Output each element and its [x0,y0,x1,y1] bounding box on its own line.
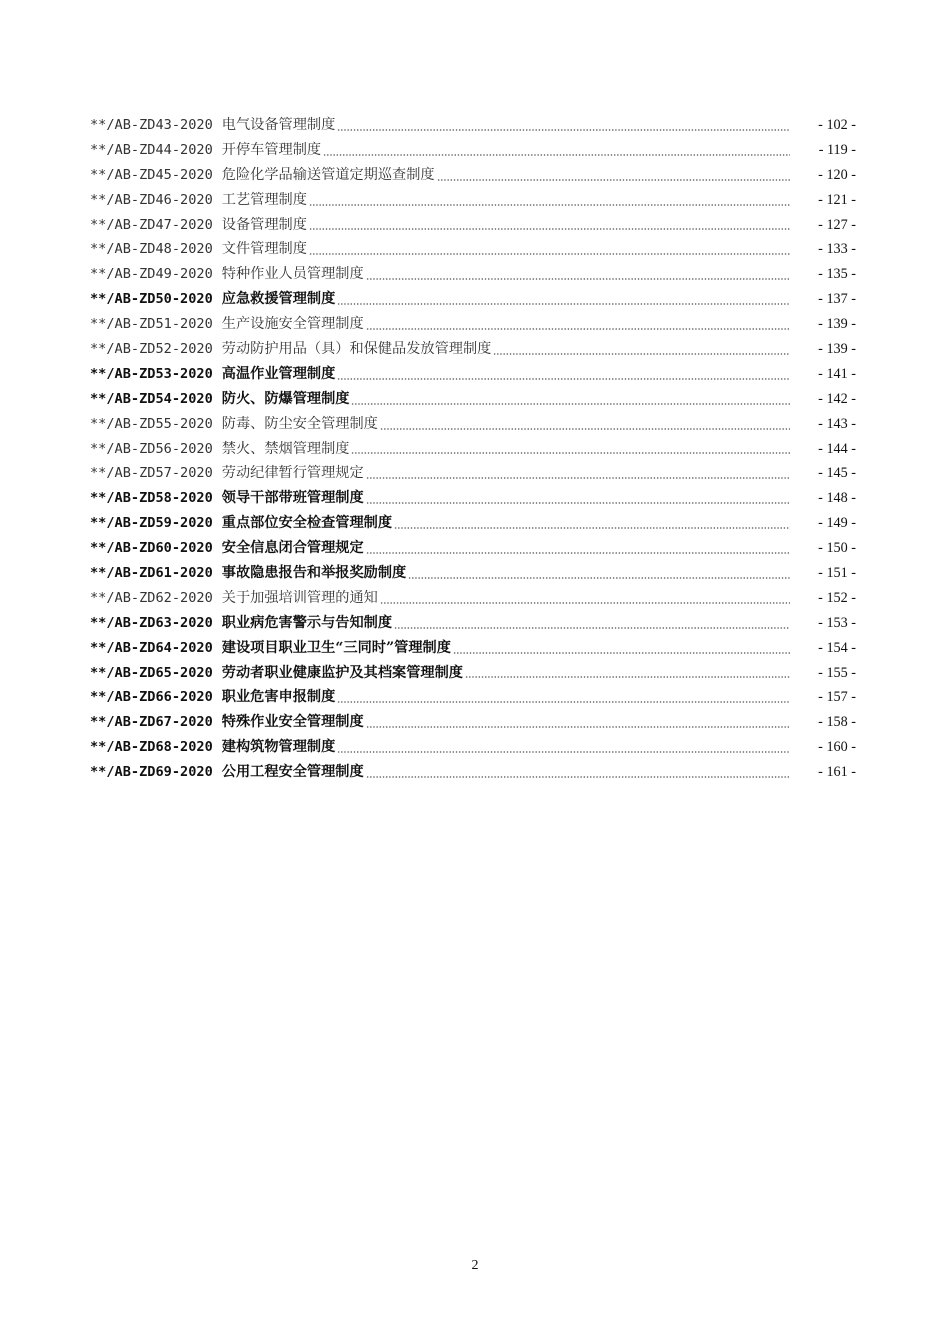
toc-entry-title: 公用工程安全管理制度 [221,764,364,781]
toc-entry[interactable] [90,536,856,561]
dot-leader [337,701,790,703]
toc-entry-title: 生产设施安全管理制度 [221,316,364,333]
toc-entry-title: 禁火、禁烟管理制度 [221,440,350,457]
toc-entry-page: - 139 - [818,316,856,333]
dot-leader [394,527,790,529]
toc-entry-title: 建构筑物管理制度 [221,739,336,756]
toc-entry[interactable] [90,287,856,312]
dot-leader [465,676,790,678]
toc-entry[interactable] [90,337,856,362]
toc-entry[interactable] [90,262,856,287]
toc-entry-code: **/AB-ZD47-2020 [90,216,213,233]
toc-entry-page: - 141 - [818,365,856,382]
toc-entry-title: 特殊作业安全管理制度 [221,714,364,731]
toc-entry-code: **/AB-ZD50-2020 [90,291,213,308]
toc-entry-page: - 102 - [818,117,856,133]
page-number: 2 [471,1258,479,1273]
dot-leader [309,253,790,255]
toc-entry[interactable] [90,561,856,586]
toc-entry-page: - 145 - [818,465,856,482]
toc-entry-title: 关于加强培训管理的通知 [221,589,378,606]
toc-entry-page: - 137 - [818,291,856,308]
toc-entry-code: **/AB-ZD64-2020 [90,639,213,656]
toc-entry[interactable] [90,636,856,661]
toc-entry[interactable] [90,710,856,735]
toc-entry-code: **/AB-ZD65-2020 [90,664,213,681]
toc-entry-page: - 120 - [818,166,856,183]
toc-entry[interactable] [90,661,856,686]
toc-entry-code: **/AB-ZD48-2020 [90,241,213,258]
toc-entry-title: 特种作业人员管理制度 [221,266,364,283]
dot-leader [337,751,790,753]
toc-entry-code: **/AB-ZD61-2020 [90,565,213,582]
dot-leader [337,378,790,380]
toc-entry-title: 电气设备管理制度 [221,117,336,133]
toc-entry-title: 劳动纪律暂行管理规定 [221,465,364,482]
toc-entry-code: **/AB-ZD57-2020 [90,465,213,482]
toc-entry-code: **/AB-ZD60-2020 [90,540,213,557]
toc-entry-page: - 149 - [818,515,856,532]
dot-leader [351,403,790,405]
toc-entry-page: - 148 - [818,490,856,507]
toc-entry-page: - 135 - [818,266,856,283]
toc-entry-title: 劳动防护用品（具）和保健品发放管理制度 [221,341,492,358]
toc-entry-page: - 160 - [818,739,856,756]
toc-entry-page: - 158 - [818,714,856,731]
toc-entry[interactable] [90,213,856,238]
dot-leader [366,502,790,504]
dot-leader [366,776,790,778]
toc-entry[interactable] [90,362,856,387]
toc-entry[interactable] [90,611,856,636]
toc-entry-title: 设备管理制度 [221,216,307,233]
toc-entry-title: 防火、防爆管理制度 [221,390,350,407]
toc-entry-page: - 152 - [818,589,856,606]
toc-entry-code: **/AB-ZD63-2020 [90,614,213,631]
toc-entry-title: 防毒、防尘安全管理制度 [221,415,378,432]
toc-entry-page: - 139 - [818,341,856,358]
toc-entry-page: - 150 - [818,540,856,557]
toc-entry[interactable] [90,138,856,163]
dot-leader [309,228,790,230]
toc-entry[interactable] [90,412,856,437]
dot-leader [394,627,790,629]
toc-entry-page: - 157 - [818,689,856,706]
toc-entry-code: **/AB-ZD59-2020 [90,515,213,532]
toc-entry[interactable] [90,387,856,412]
toc-entry-title: 职业病危害警示与告知制度 [221,614,393,631]
toc-entry[interactable] [90,486,856,511]
toc-entry-title: 开停车管理制度 [221,141,322,158]
toc-entry-code: **/AB-ZD43-2020 [90,117,213,133]
toc-entry-page: - 143 - [818,415,856,432]
toc-entry-title: 文件管理制度 [221,241,307,258]
toc-entry-code: **/AB-ZD68-2020 [90,739,213,756]
toc-entry-page: - 127 - [818,216,856,233]
dot-leader [366,552,790,554]
toc-entry-title: 建设项目职业卫生“三同时”管理制度 [221,639,451,656]
table-of-contents [90,113,856,785]
toc-entry-title: 重点部位安全检查管理制度 [221,515,393,532]
toc-entry-code: **/AB-ZD44-2020 [90,141,213,158]
toc-entry-code: **/AB-ZD52-2020 [90,341,213,358]
toc-entry[interactable] [90,113,856,138]
dot-leader [309,204,790,206]
toc-entry[interactable] [90,163,856,188]
toc-entry-page: - 144 - [818,440,856,457]
toc-entry-title: 事故隐患报告和举报奖励制度 [221,565,407,582]
dot-leader [380,428,790,430]
dot-leader [366,328,790,330]
toc-entry[interactable] [90,188,856,213]
toc-entry[interactable] [90,511,856,536]
dot-leader [337,303,790,305]
dot-leader [493,353,790,355]
toc-entry-code: **/AB-ZD56-2020 [90,440,213,457]
toc-entry-page: - 151 - [818,565,856,582]
toc-entry-page: - 133 - [818,241,856,258]
dot-leader [366,278,790,280]
toc-entry-title: 应急救援管理制度 [221,291,336,308]
toc-entry[interactable] [90,312,856,337]
toc-entry-code: **/AB-ZD66-2020 [90,689,213,706]
toc-entry[interactable] [90,437,856,462]
toc-entry-code: **/AB-ZD45-2020 [90,166,213,183]
toc-entry-title: 职业危害申报制度 [221,689,336,706]
toc-entry[interactable] [90,237,856,262]
toc-entry-code: **/AB-ZD67-2020 [90,714,213,731]
toc-entry-code: **/AB-ZD62-2020 [90,589,213,606]
toc-entry-code: **/AB-ZD58-2020 [90,490,213,507]
toc-entry-code: **/AB-ZD55-2020 [90,415,213,432]
toc-entry-page: - 121 - [818,191,856,208]
toc-entry[interactable] [90,735,856,760]
dot-leader [323,154,790,156]
toc-entry-title: 领导干部带班管理制度 [221,490,364,507]
toc-entry-code: **/AB-ZD54-2020 [90,390,213,407]
toc-entry[interactable] [90,685,856,710]
toc-entry-code: **/AB-ZD46-2020 [90,191,213,208]
toc-entry-title: 工艺管理制度 [221,191,307,208]
dot-leader [366,477,790,479]
toc-entry-page: - 154 - [818,639,856,656]
toc-entry-page: - 161 - [818,764,856,781]
toc-entry-title: 安全信息闭合管理规定 [221,540,364,557]
toc-entry-page: - 153 - [818,614,856,631]
dot-leader [366,726,790,728]
toc-entry-page: - 119 - [818,141,856,158]
toc-entry-code: **/AB-ZD69-2020 [90,764,213,781]
toc-entry-page: - 142 - [818,390,856,407]
toc-entry-code: **/AB-ZD51-2020 [90,316,213,333]
toc-entry-page: - 155 - [818,664,856,681]
dot-leader [380,602,790,604]
dot-leader [437,179,790,181]
toc-entry[interactable] [90,586,856,611]
toc-entry[interactable] [90,760,856,785]
toc-entry-title: 危险化学品输送管道定期巡查制度 [221,166,435,183]
dot-leader [453,652,790,654]
toc-entry[interactable] [90,461,856,486]
toc-entry-code: **/AB-ZD49-2020 [90,266,213,283]
dot-leader [337,129,790,131]
toc-entry-title: 高温作业管理制度 [221,365,336,382]
dot-leader [408,577,790,579]
toc-entry-title: 劳动者职业健康监护及其档案管理制度 [221,664,463,681]
toc-entry-code: **/AB-ZD53-2020 [90,365,213,382]
dot-leader [351,452,790,454]
